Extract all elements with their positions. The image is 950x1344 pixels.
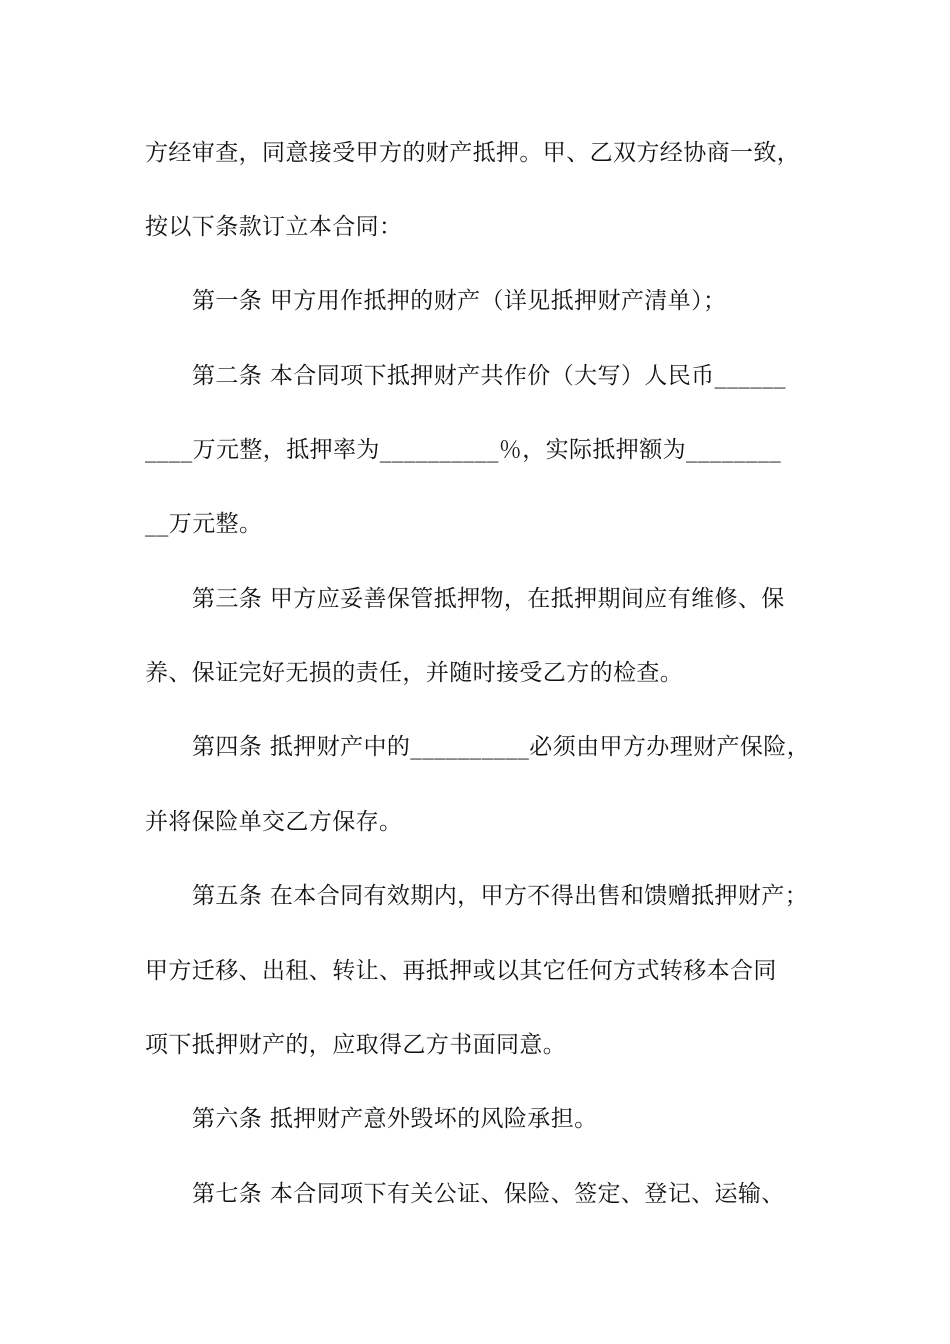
article-5: 第五条 在本合同有效期内，甲方不得出售和馈赠抵押财产； — [192, 883, 809, 909]
paragraph-line: 并将保险单交乙方保存。 — [145, 809, 403, 835]
paragraph-line: 养、保证完好无损的责任，并随时接受乙方的检查。 — [145, 660, 684, 686]
article-6: 第六条 抵押财产意外毁坏的风险承担。 — [192, 1106, 598, 1132]
paragraph-line: __万元整。 — [145, 511, 263, 537]
paragraph-line: 按以下条款订立本合同： — [145, 214, 403, 240]
paragraph-line: ____万元整，抵押率为__________％，实际抵押额为________ — [145, 437, 782, 463]
paragraph-line: 甲方迁移、出租、转让、再抵押或以其它任何方式转移本合同 — [145, 958, 777, 984]
paragraph-line: 方经审查，同意接受甲方的财产抵押。甲、乙双方经协商一致， — [145, 140, 801, 166]
paragraph-line: 项下抵押财产的，应取得乙方书面同意。 — [145, 1032, 567, 1058]
article-1: 第一条 甲方用作抵押的财产（详见抵押财产清单）； — [192, 288, 727, 314]
article-2: 第二条 本合同项下抵押财产共作价（大写）人民币______ — [192, 363, 786, 389]
article-4: 第四条 抵押财产中的__________必须由甲方办理财产保险， — [192, 734, 811, 760]
article-3: 第三条 甲方应妥善保管抵押物，在抵押期间应有维修、保 — [192, 586, 785, 612]
article-7: 第七条 本合同项下有关公证、保险、签定、登记、运输、 — [192, 1181, 785, 1207]
